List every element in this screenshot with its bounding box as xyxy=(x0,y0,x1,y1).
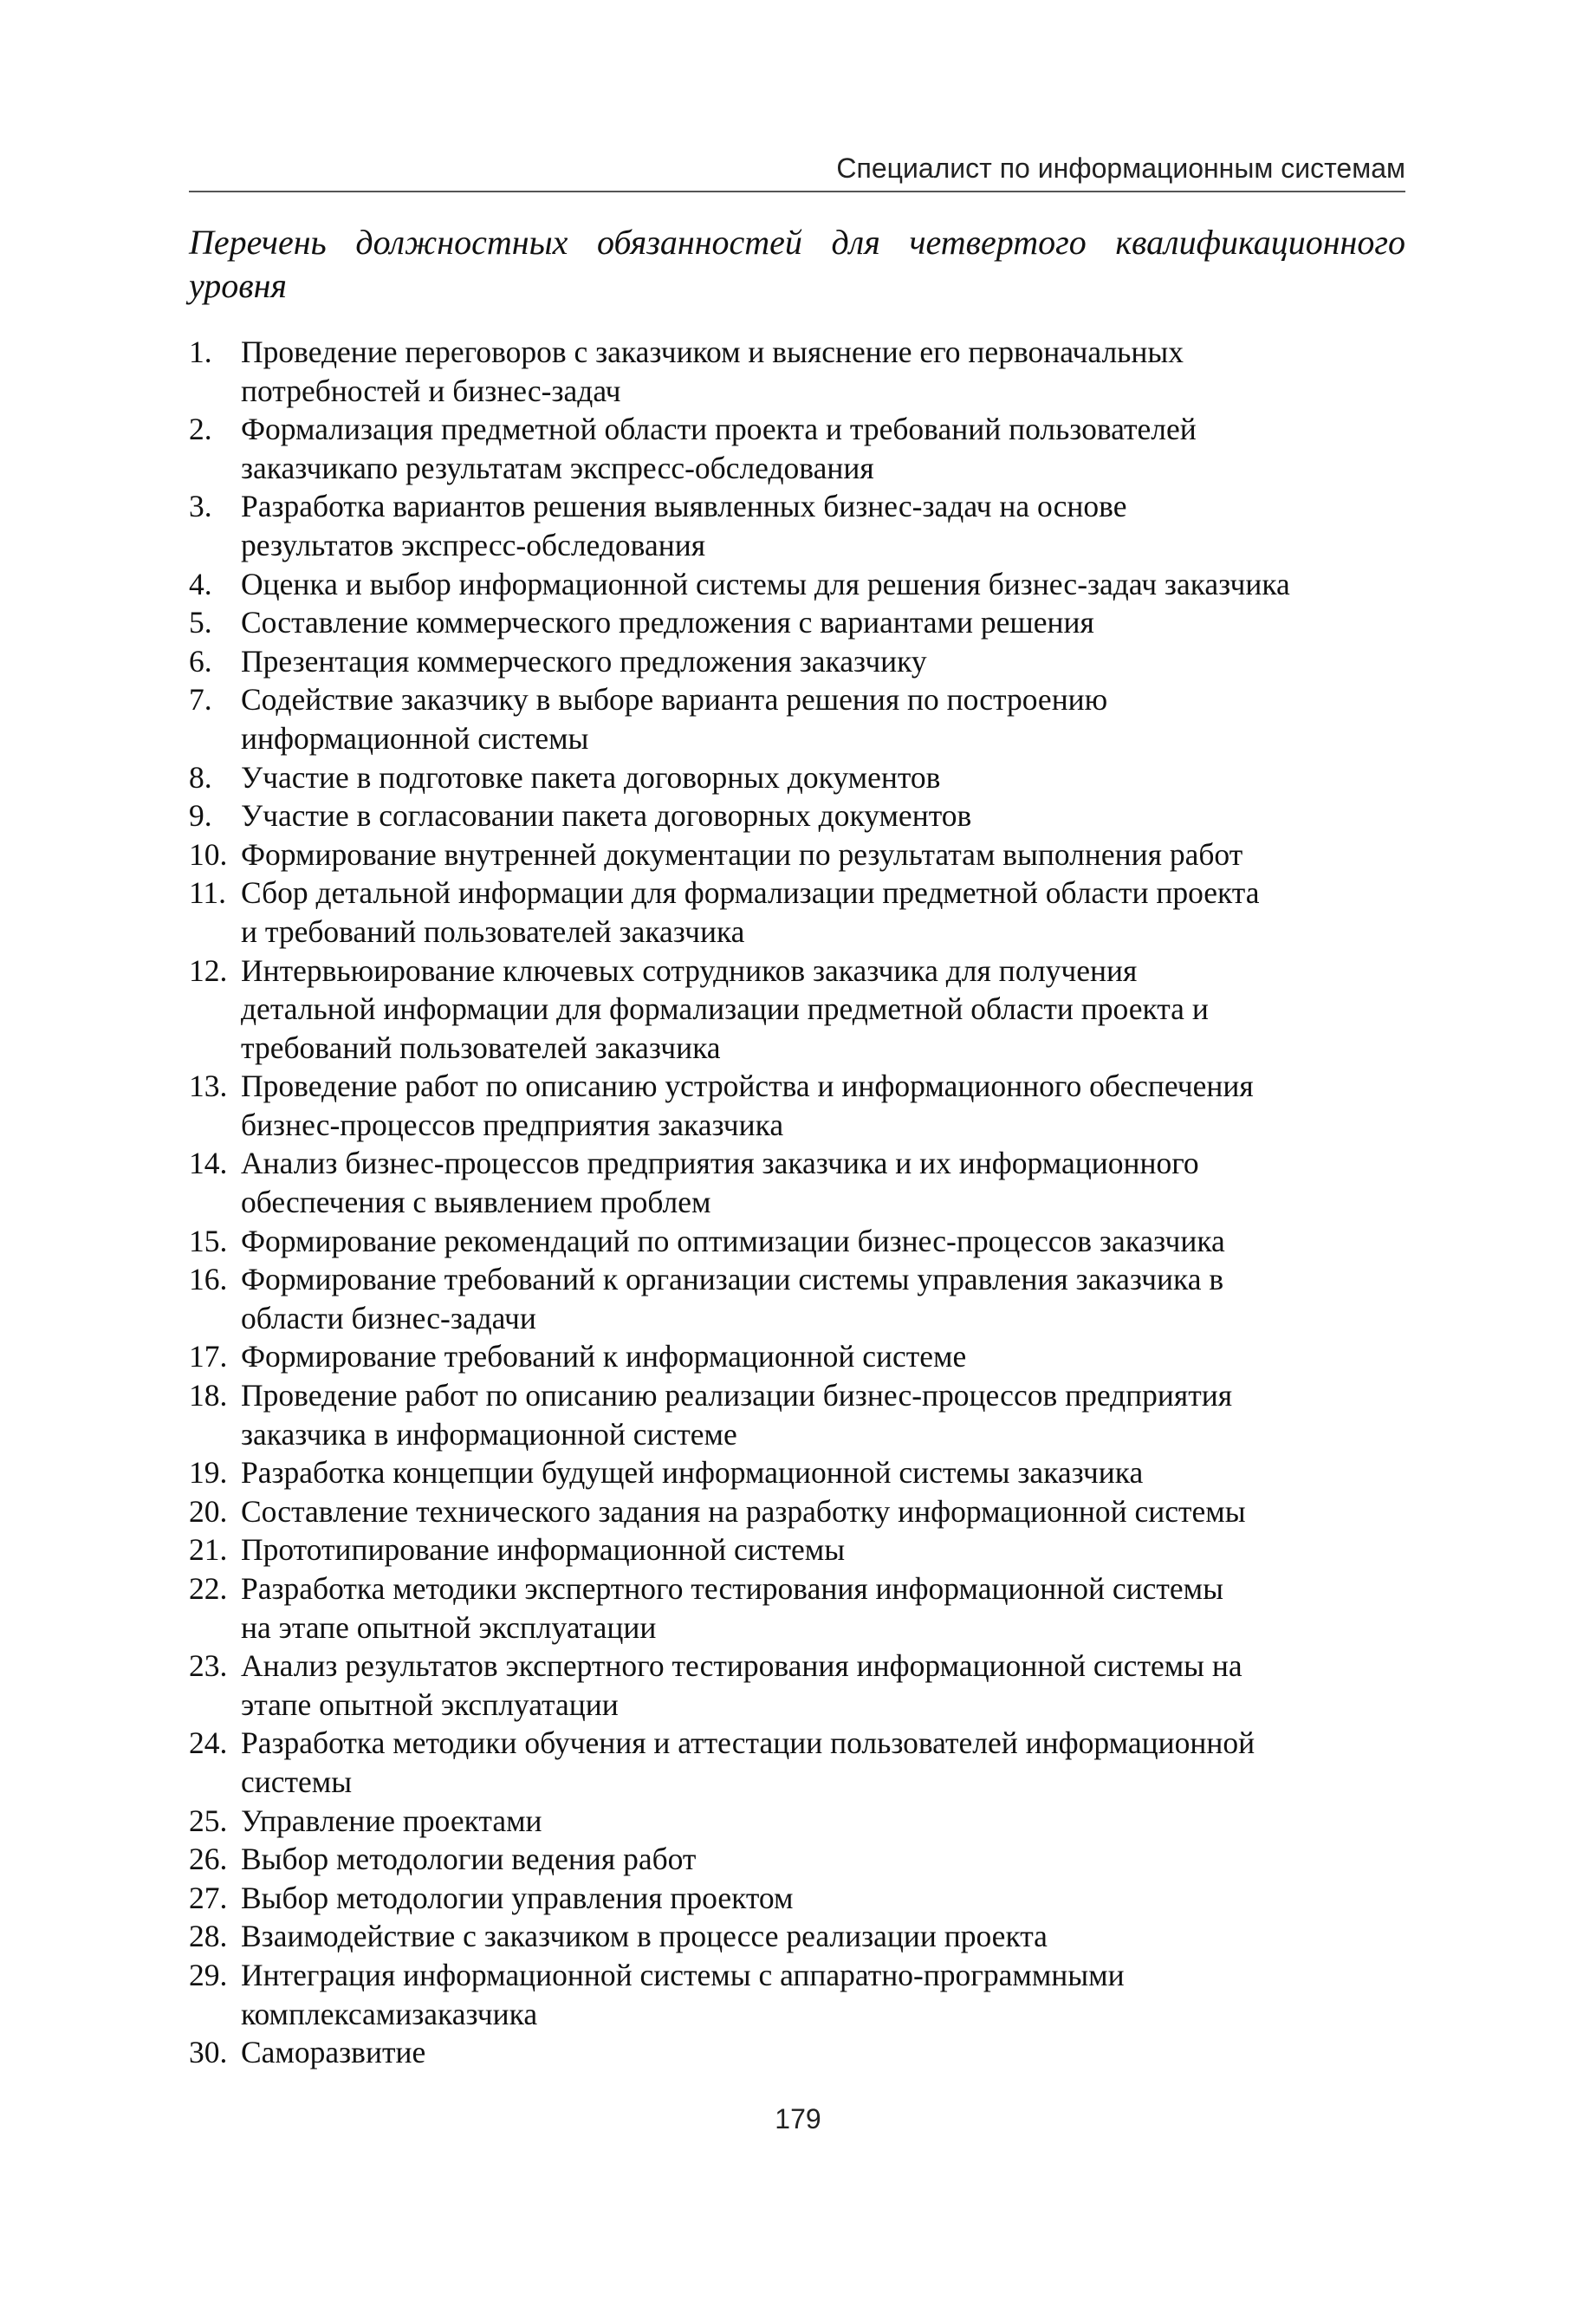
list-item xyxy=(189,1724,1405,1801)
list-item xyxy=(189,1337,1405,1376)
list-item xyxy=(189,1956,1405,2033)
list-item-line: Анализ результатов экспертного тестирования информационной системы на xyxy=(241,1648,1242,1684)
list-item-line: на этапе опытной эксплуатации xyxy=(241,1609,657,1645)
list-item-line: Формирование внутренней документации по результатам выполнения работ xyxy=(241,836,1243,872)
list-item-text xyxy=(241,1840,1405,1879)
list-item-text xyxy=(241,758,1405,797)
header-rule xyxy=(189,191,1405,192)
list-item xyxy=(189,1144,1405,1221)
list-item-text xyxy=(241,1337,1405,1376)
list-item-line: Взаимодействие с заказчиком в процессе реализации проекта xyxy=(241,1919,1048,1954)
list-item-number: 19. xyxy=(189,1455,228,1491)
list-item-text xyxy=(241,1802,1405,1841)
list-item-line: области бизнес-задачи xyxy=(241,1300,536,1335)
list-item xyxy=(189,1067,1405,1144)
list-item-line: Интеграция информационной системы с аппаратно-программными xyxy=(241,1957,1125,1992)
list-item-line: обеспечения с выявлением проблем xyxy=(241,1185,711,1220)
list-item-text xyxy=(241,603,1405,642)
list-item-line: Оценка и выбор информационной системы для решения бизнес-задач заказчика xyxy=(241,566,1290,601)
list-item xyxy=(189,1260,1405,1337)
list-item-line: Участие в согласовании пакета договорных документов xyxy=(241,798,972,834)
list-item-number: 29. xyxy=(189,1957,228,1992)
list-item-line: Выбор методологии управления проектом xyxy=(241,1880,794,1915)
list-item-line: Презентация коммерческого предложения заказчику xyxy=(241,643,927,679)
list-item-text xyxy=(241,1376,1405,1453)
list-item-line: Содействие заказчику в выборе варианта решения по построению xyxy=(241,682,1108,718)
list-item-line: Проведение работ по описанию реализации бизнес-процессов предприятия xyxy=(241,1378,1233,1413)
list-item-text xyxy=(241,1647,1405,1724)
list-item-number: 12. xyxy=(189,952,228,988)
list-item xyxy=(189,874,1405,951)
list-item-number: 7. xyxy=(189,682,212,718)
list-item-text xyxy=(241,1917,1405,1956)
list-item xyxy=(189,758,1405,797)
list-item xyxy=(189,642,1405,681)
list-item-line: заказчикапо результатам экспресс-обследования xyxy=(241,450,874,485)
list-item xyxy=(189,1453,1405,1492)
list-item-line: требований пользователей заказчика xyxy=(241,1030,721,1065)
list-item-line: Формирование требований к организации системы управления заказчика в xyxy=(241,1262,1224,1297)
list-item-text xyxy=(241,410,1405,487)
list-item-number: 6. xyxy=(189,643,212,679)
duties-list xyxy=(189,333,1405,2072)
list-item xyxy=(189,835,1405,874)
list-item xyxy=(189,565,1405,604)
list-item-number: 2. xyxy=(189,412,212,447)
list-item-number: 3. xyxy=(189,489,212,524)
list-item-line: Участие в подготовке пакета договорных документов xyxy=(241,759,941,795)
list-item-line: системы xyxy=(241,1764,353,1799)
list-item-number: 18. xyxy=(189,1378,228,1413)
list-item-text xyxy=(241,1724,1405,1801)
list-item-line: и требований пользователей заказчика xyxy=(241,913,745,949)
list-item-line: Саморазвитие xyxy=(241,2035,426,2070)
list-item-text xyxy=(241,1569,1405,1647)
list-item-number: 4. xyxy=(189,566,212,601)
list-item-number: 11. xyxy=(189,875,227,911)
list-item-line: Разработка концепции будущей информационной системы заказчика xyxy=(241,1455,1144,1491)
list-item-number: 20. xyxy=(189,1493,228,1529)
list-item-line: информационной системы xyxy=(241,720,589,756)
list-item-text xyxy=(241,1492,1405,1531)
section-title: Перечень должностных обязанностей для четвертого квалификационного уровня xyxy=(189,223,1405,305)
list-item-text xyxy=(241,1222,1405,1261)
list-item-number: 16. xyxy=(189,1262,228,1297)
list-item-line: Проведение переговоров с заказчиком и выяснение его первоначальных xyxy=(241,335,1184,369)
list-item-text xyxy=(241,2033,1405,2072)
list-item-line: Формирование требований к информационной системе xyxy=(241,1339,967,1374)
list-item-line: Разработка методики обучения и аттестации пользователей информационной xyxy=(241,1725,1255,1761)
list-item-text xyxy=(241,835,1405,874)
list-item xyxy=(189,603,1405,642)
list-item-line: бизнес-процессов предприятия заказчика xyxy=(241,1107,784,1142)
list-item-text xyxy=(241,1144,1405,1221)
list-item-number: 25. xyxy=(189,1803,228,1838)
list-item-number: 17. xyxy=(189,1339,228,1374)
list-item-text xyxy=(241,565,1405,604)
list-item-text xyxy=(241,642,1405,681)
list-item-number: 24. xyxy=(189,1725,228,1761)
list-item-line: результатов экспресс-обследования xyxy=(241,527,706,562)
list-item-text xyxy=(241,952,1405,1068)
list-item-text xyxy=(241,796,1405,835)
list-item xyxy=(189,1492,1405,1531)
list-item-number: 9. xyxy=(189,798,212,834)
list-item-number: 28. xyxy=(189,1919,228,1954)
list-item xyxy=(189,1647,1405,1724)
list-item-line: заказчика в информационной системе xyxy=(241,1416,737,1452)
list-item xyxy=(189,1917,1405,1956)
list-item-line: детальной информации для формализации предметной области проекта и xyxy=(241,991,1209,1027)
list-item-line: этапе опытной эксплуатации xyxy=(241,1686,619,1722)
list-item-line: комплексамизаказчика xyxy=(241,1996,538,2031)
list-item-number: 23. xyxy=(189,1648,228,1684)
list-item-text xyxy=(241,874,1405,951)
list-item-line: Прототипирование информационной системы xyxy=(241,1532,846,1568)
list-item-line: Проведение работ по описанию устройства и информационного обеспечения xyxy=(241,1069,1254,1104)
list-item xyxy=(189,1879,1405,1918)
list-item-text xyxy=(241,1956,1405,2033)
list-item-number: 1. xyxy=(189,335,212,369)
list-item xyxy=(189,487,1405,564)
list-item-line: Разработка вариантов решения выявленных бизнес-задач на основе xyxy=(241,489,1127,524)
list-item-line: Выбор методологии ведения работ xyxy=(241,1842,697,1877)
page-number: 179 xyxy=(775,2103,821,2134)
list-item xyxy=(189,2033,1405,2072)
list-item-line: потребностей и бизнес-задач xyxy=(241,373,621,408)
list-item xyxy=(189,1840,1405,1879)
list-item-number: 22. xyxy=(189,1571,228,1606)
list-item-text xyxy=(241,1260,1405,1337)
list-item-line: Сбор детальной информации для формализации предметной области проекта xyxy=(241,875,1260,911)
list-item-text xyxy=(241,680,1405,757)
list-item-number: 14. xyxy=(189,1146,228,1181)
list-item xyxy=(189,410,1405,487)
list-item-text xyxy=(241,1530,1405,1569)
list-item-line: Формирование рекомендаций по оптимизации бизнес-процессов заказчика xyxy=(241,1223,1225,1258)
list-item-text xyxy=(241,333,1405,410)
list-item xyxy=(189,1222,1405,1261)
list-item-number: 27. xyxy=(189,1880,228,1915)
list-item xyxy=(189,1530,1405,1569)
list-item xyxy=(189,1569,1405,1647)
list-item xyxy=(189,952,1405,1068)
list-item-text xyxy=(241,1453,1405,1492)
running-header: Специалист по информационным системам xyxy=(836,153,1405,184)
list-item-line: Управление проектами xyxy=(241,1803,542,1838)
list-item-line: Анализ бизнес-процессов предприятия заказчика и их информационного xyxy=(241,1146,1199,1181)
list-item-line: Разработка методики экспертного тестирования информационной системы xyxy=(241,1571,1223,1606)
list-item xyxy=(189,1802,1405,1841)
list-item-line: Интервьюирование ключевых сотрудников заказчика для получения xyxy=(241,952,1138,988)
list-item xyxy=(189,1376,1405,1453)
list-item-number: 8. xyxy=(189,759,212,795)
list-item-text xyxy=(241,487,1405,564)
list-item-number: 5. xyxy=(189,605,212,640)
list-item-line: Формализация предметной области проекта и требований пользователей xyxy=(241,412,1197,447)
list-item-text xyxy=(241,1879,1405,1918)
list-item-number: 13. xyxy=(189,1069,228,1104)
list-item-number: 26. xyxy=(189,1842,228,1877)
list-item xyxy=(189,680,1405,757)
list-item-number: 30. xyxy=(189,2035,228,2070)
list-item xyxy=(189,333,1405,410)
list-item-number: 21. xyxy=(189,1532,228,1568)
list-item xyxy=(189,796,1405,835)
list-item-line: Составление коммерческого предложения с вариантами решения xyxy=(241,605,1094,640)
list-item-number: 10. xyxy=(189,836,228,872)
list-item-text xyxy=(241,1067,1405,1144)
list-item-line: Составление технического задания на разработку информационной системы xyxy=(241,1493,1246,1529)
list-item-number: 15. xyxy=(189,1223,228,1258)
